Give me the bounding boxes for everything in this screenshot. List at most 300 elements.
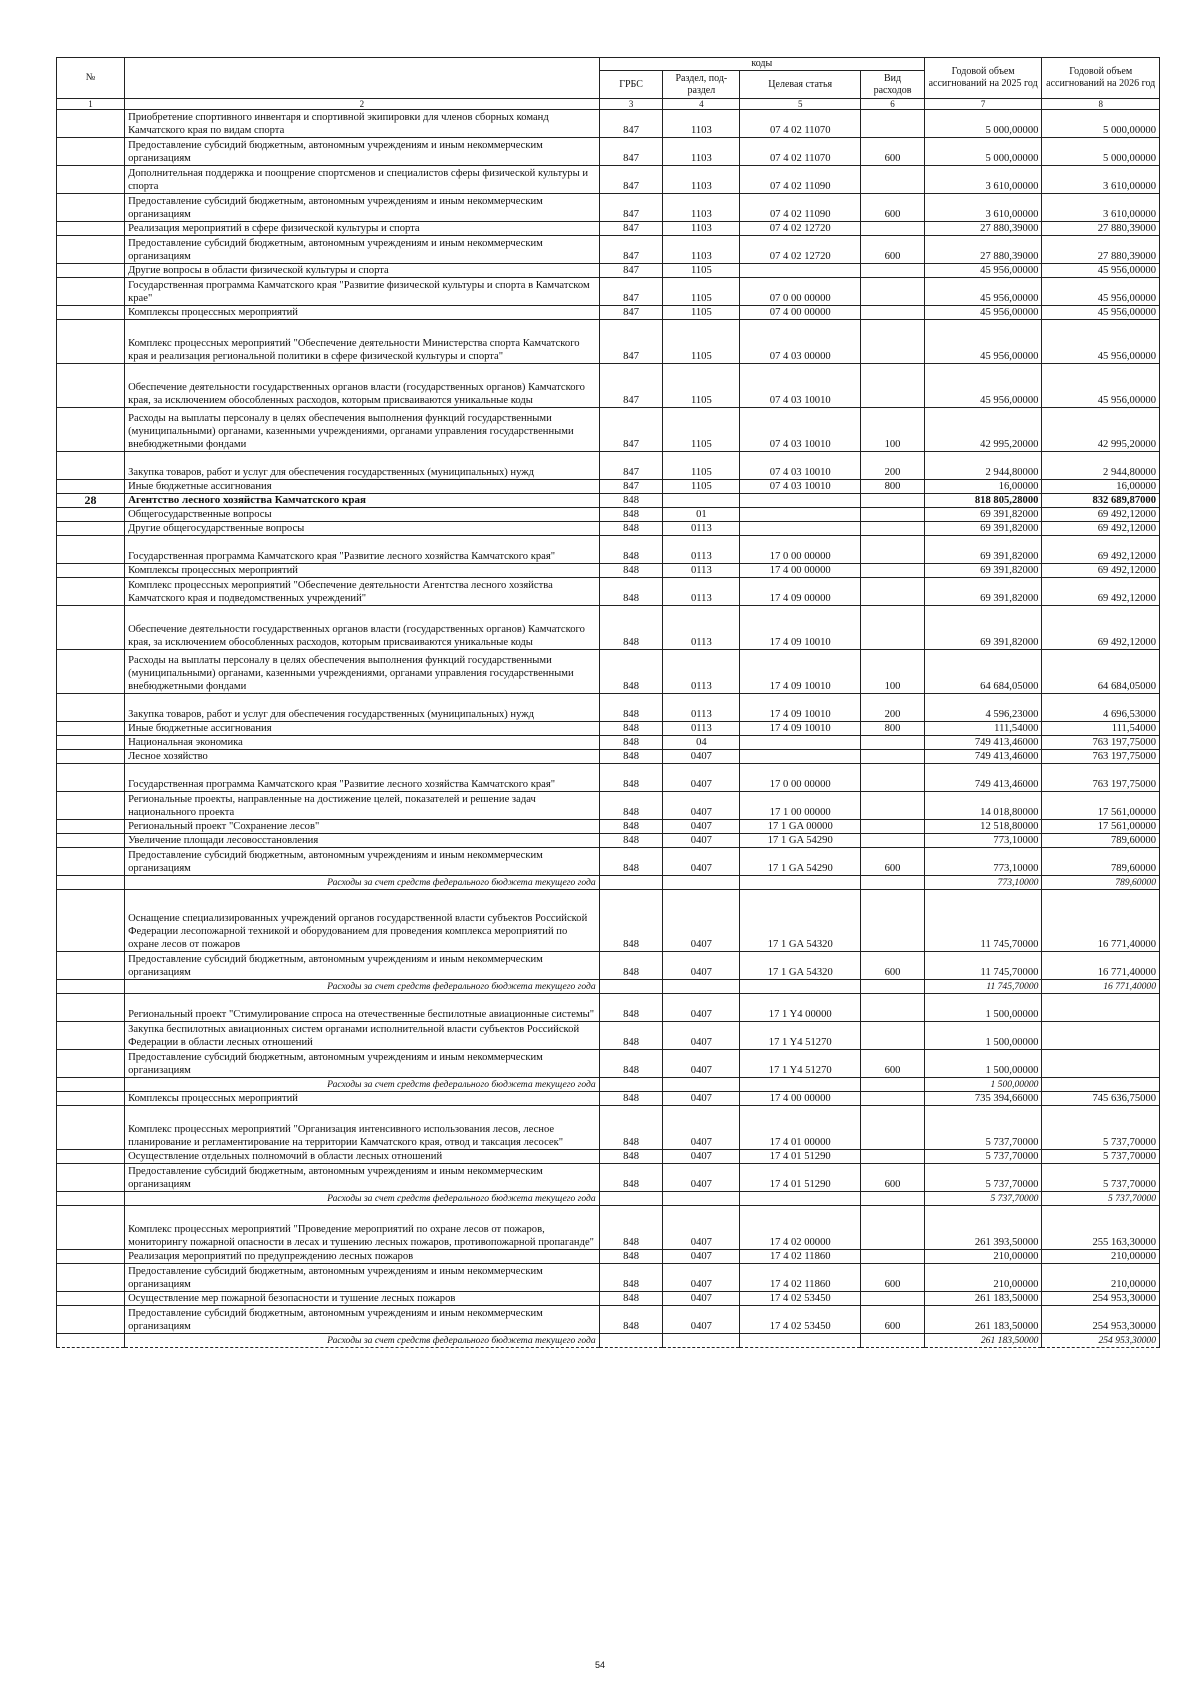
row-expense-kind [861, 994, 925, 1022]
federal-budget-row [57, 1334, 1160, 1348]
row-volume-2026: 763 197,75000 [1042, 736, 1160, 750]
row-number [57, 536, 125, 564]
row-volume-2025: 3 610,00000 [924, 194, 1042, 222]
row-number [57, 834, 125, 848]
row-section: 0407 [663, 1164, 740, 1192]
row-expense-kind [861, 890, 925, 952]
row-grbs: 847 [599, 138, 663, 166]
row-volume-2025: 5 737,70000 [924, 1192, 1042, 1206]
row-section: 0407 [663, 952, 740, 980]
row-target-article: 07 0 00 00000 [740, 278, 861, 306]
row-volume-2026: 69 492,12000 [1042, 522, 1160, 536]
row-volume-2025: 45 956,00000 [924, 264, 1042, 278]
row-expense-kind: 600 [861, 236, 925, 264]
row-grbs: 848 [599, 564, 663, 578]
row-volume-2025: 27 880,39000 [924, 222, 1042, 236]
row-number [57, 736, 125, 750]
row-volume-2025: 5 737,70000 [924, 1150, 1042, 1164]
row-number [57, 1292, 125, 1306]
row-volume-2025: 16,00000 [924, 480, 1042, 494]
row-volume-2026: 69 492,12000 [1042, 564, 1160, 578]
row-target-article: 17 0 00 00000 [740, 764, 861, 792]
row-grbs: 848 [599, 792, 663, 820]
row-expense-kind: 600 [861, 1050, 925, 1078]
row-name: Комплексы процессных мероприятий [125, 306, 600, 320]
row-number [57, 508, 125, 522]
row-target-article [740, 264, 861, 278]
row-grbs: 847 [599, 278, 663, 306]
row-section: 0407 [663, 1106, 740, 1150]
row-section: 0407 [663, 1306, 740, 1334]
table-row [57, 764, 1160, 792]
row-volume-2026 [1042, 1050, 1160, 1078]
table-row [57, 820, 1160, 834]
table-row [57, 522, 1160, 536]
row-grbs: 848 [599, 650, 663, 694]
row-target-article: 17 4 02 53450 [740, 1292, 861, 1306]
row-grbs: 848 [599, 1106, 663, 1150]
row-volume-2025: 261 183,50000 [924, 1334, 1042, 1348]
row-volume-2026: 27 880,39000 [1042, 222, 1160, 236]
row-name: Государственная программа Камчатского края "Развитие лесного хозяйства Камчатского края" [125, 536, 600, 564]
row-grbs: 848 [599, 722, 663, 736]
row-volume-2026: 255 163,30000 [1042, 1206, 1160, 1250]
table-row [57, 508, 1160, 522]
row-expense-kind [861, 1092, 925, 1106]
row-expense-kind [861, 1292, 925, 1306]
table-row [57, 606, 1160, 650]
row-name: Предоставление субсидий бюджетным, автономным учреждениям и иным некоммерческим организациям [125, 1164, 600, 1192]
row-grbs: 847 [599, 222, 663, 236]
row-volume-2025: 11 745,70000 [924, 952, 1042, 980]
row-volume-2025: 5 737,70000 [924, 1164, 1042, 1192]
row-target-article: 07 4 02 11090 [740, 194, 861, 222]
row-number [57, 1306, 125, 1334]
row-section: 0407 [663, 1022, 740, 1050]
row-target-article: 07 4 03 10010 [740, 452, 861, 480]
row-target-article: 17 0 00 00000 [740, 536, 861, 564]
row-volume-2026 [1042, 1022, 1160, 1050]
row-section [663, 1192, 740, 1206]
table-row [57, 1264, 1160, 1292]
row-grbs: 848 [599, 606, 663, 650]
table-row [57, 1164, 1160, 1192]
row-name: Предоставление субсидий бюджетным, автономным учреждениям и иным некоммерческим организациям [125, 1306, 600, 1334]
row-volume-2025: 1 500,00000 [924, 1078, 1042, 1092]
row-expense-kind [861, 306, 925, 320]
row-number [57, 564, 125, 578]
row-volume-2026: 69 492,12000 [1042, 578, 1160, 606]
row-grbs: 848 [599, 508, 663, 522]
row-grbs: 848 [599, 1164, 663, 1192]
row-expense-kind: 600 [861, 1306, 925, 1334]
row-expense-kind [861, 320, 925, 364]
table-row [57, 1022, 1160, 1050]
row-number [57, 278, 125, 306]
row-number [57, 166, 125, 194]
row-number [57, 578, 125, 606]
budget-table-sheet [56, 57, 1160, 1348]
row-section: 0407 [663, 750, 740, 764]
row-name: Осуществление мер пожарной безопасности и тушение лесных пожаров [125, 1292, 600, 1306]
page-number: 54 [594, 1660, 605, 1670]
row-section: 1105 [663, 480, 740, 494]
row-name: Иные бюджетные ассигнования [125, 480, 600, 494]
row-section: 0407 [663, 1250, 740, 1264]
col-header-vol-2025: Годовой объем ассигнований на 2025 год [924, 58, 1042, 99]
row-grbs: 848 [599, 834, 663, 848]
row-number [57, 1206, 125, 1250]
row-volume-2026: 17 561,00000 [1042, 820, 1160, 834]
row-name: Комплекс процессных мероприятий "Организация интенсивного использования лесов, лесное планирование и регламентирование на территории Камчатского края, отвод и таксация лесосек" [125, 1106, 600, 1150]
row-target-article: 17 4 09 10010 [740, 650, 861, 694]
row-number [57, 1250, 125, 1264]
row-grbs [599, 876, 663, 890]
row-volume-2026: 69 492,12000 [1042, 606, 1160, 650]
row-target-article: 17 4 01 00000 [740, 1106, 861, 1150]
row-expense-kind: 200 [861, 694, 925, 722]
row-expense-kind [861, 1206, 925, 1250]
col-header-target: Целевая статья [740, 71, 861, 99]
row-grbs [599, 1078, 663, 1092]
col-number: 5 [740, 99, 861, 110]
row-expense-kind [861, 264, 925, 278]
row-target-article [740, 736, 861, 750]
row-expense-kind [861, 508, 925, 522]
row-number [57, 980, 125, 994]
row-name: Комплексы процессных мероприятий [125, 1092, 600, 1106]
row-volume-2025: 5 737,70000 [924, 1106, 1042, 1150]
row-number [57, 650, 125, 694]
row-volume-2026 [1042, 994, 1160, 1022]
table-row [57, 166, 1160, 194]
row-volume-2025: 69 391,82000 [924, 536, 1042, 564]
row-volume-2026: 5 737,70000 [1042, 1150, 1160, 1164]
row-volume-2026: 42 995,20000 [1042, 408, 1160, 452]
row-expense-kind [861, 110, 925, 138]
row-target-article [740, 1078, 861, 1092]
row-name: Расходы на выплаты персоналу в целях обеспечения выполнения функций государственными (муниципальными) органами, казенными учреждениями, органами управления государственными внебюджетными фондами [125, 408, 600, 452]
row-volume-2025: 69 391,82000 [924, 564, 1042, 578]
row-grbs: 847 [599, 306, 663, 320]
row-target-article: 07 4 03 00000 [740, 320, 861, 364]
row-target-article [740, 1334, 861, 1348]
row-volume-2025: 1 500,00000 [924, 1050, 1042, 1078]
row-name: Расходы за счет средств федерального бюджета текущего года [125, 876, 600, 890]
row-section: 0113 [663, 536, 740, 564]
row-volume-2025: 14 018,80000 [924, 792, 1042, 820]
row-name: Предоставление субсидий бюджетным, автономным учреждениям и иным некоммерческим организациям [125, 236, 600, 264]
row-section: 1105 [663, 364, 740, 408]
row-name: Комплексы процессных мероприятий [125, 564, 600, 578]
federal-budget-row [57, 876, 1160, 890]
row-target-article: 17 1 GA 54320 [740, 952, 861, 980]
row-expense-kind [861, 1078, 925, 1092]
row-volume-2025: 773,10000 [924, 834, 1042, 848]
row-grbs: 848 [599, 522, 663, 536]
row-number [57, 1092, 125, 1106]
table-row [57, 1306, 1160, 1334]
row-grbs: 848 [599, 1092, 663, 1106]
table-row [57, 952, 1160, 980]
table-row [57, 1250, 1160, 1264]
row-name: Расходы за счет средств федерального бюджета текущего года [125, 1192, 600, 1206]
row-grbs: 848 [599, 848, 663, 876]
table-row [57, 1050, 1160, 1078]
table-row [57, 222, 1160, 236]
row-expense-kind [861, 1022, 925, 1050]
row-volume-2026: 745 636,75000 [1042, 1092, 1160, 1106]
col-header-grbs: ГРБС [599, 71, 663, 99]
row-volume-2025: 111,54000 [924, 722, 1042, 736]
row-number [57, 1150, 125, 1164]
row-target-article: 17 1 Y4 00000 [740, 994, 861, 1022]
row-volume-2026: 3 610,00000 [1042, 166, 1160, 194]
row-number [57, 876, 125, 890]
table-row [57, 792, 1160, 820]
row-name: Другие вопросы в области физической культуры и спорта [125, 264, 600, 278]
row-target-article: 17 1 GA 54290 [740, 848, 861, 876]
table-row [57, 650, 1160, 694]
row-name: Предоставление субсидий бюджетным, автономным учреждениям и иным некоммерческим организациям [125, 848, 600, 876]
row-volume-2026: 5 737,70000 [1042, 1164, 1160, 1192]
row-target-article [740, 494, 861, 508]
row-expense-kind: 600 [861, 1264, 925, 1292]
row-number [57, 480, 125, 494]
row-volume-2026: 45 956,00000 [1042, 364, 1160, 408]
col-header-vol-2026: Годовой объем ассигнований на 2026 год [1042, 58, 1160, 99]
row-grbs: 848 [599, 890, 663, 952]
row-section: 0407 [663, 994, 740, 1022]
row-target-article: 07 4 03 10010 [740, 364, 861, 408]
row-target-article: 17 1 GA 54290 [740, 834, 861, 848]
row-grbs: 848 [599, 952, 663, 980]
row-grbs: 848 [599, 1150, 663, 1164]
row-name: Расходы за счет средств федерального бюджета текущего года [125, 980, 600, 994]
row-volume-2026: 69 492,12000 [1042, 536, 1160, 564]
row-number [57, 1164, 125, 1192]
row-grbs: 847 [599, 480, 663, 494]
row-target-article: 17 1 00 00000 [740, 792, 861, 820]
col-header-kind: Вид расходов [861, 71, 925, 99]
row-number [57, 848, 125, 876]
row-section: 0407 [663, 792, 740, 820]
row-grbs: 848 [599, 1206, 663, 1250]
row-name: Государственная программа Камчатского края "Развитие физической культуры и спорта в Камчатском крае" [125, 278, 600, 306]
row-grbs: 847 [599, 452, 663, 480]
row-volume-2025: 773,10000 [924, 876, 1042, 890]
row-target-article: 17 4 00 00000 [740, 1092, 861, 1106]
row-volume-2025: 749 413,46000 [924, 764, 1042, 792]
table-row [57, 1206, 1160, 1250]
col-header-no: № [57, 58, 125, 99]
row-name: Государственная программа Камчатского края "Развитие лесного хозяйства Камчатского края" [125, 764, 600, 792]
row-grbs: 848 [599, 764, 663, 792]
row-expense-kind [861, 834, 925, 848]
row-volume-2026: 45 956,00000 [1042, 264, 1160, 278]
col-header-codes: коды [599, 58, 924, 71]
row-grbs: 848 [599, 994, 663, 1022]
row-grbs: 848 [599, 1050, 663, 1078]
row-expense-kind [861, 750, 925, 764]
table-row [57, 138, 1160, 166]
row-expense-kind [861, 980, 925, 994]
row-grbs [599, 1334, 663, 1348]
row-expense-kind [861, 764, 925, 792]
row-volume-2025: 749 413,46000 [924, 750, 1042, 764]
row-target-article: 17 1 GA 54320 [740, 890, 861, 952]
row-volume-2026: 45 956,00000 [1042, 278, 1160, 306]
row-target-article: 17 1 GA 00000 [740, 820, 861, 834]
col-header-name [125, 58, 600, 99]
row-name: Расходы за счет средств федерального бюджета текущего года [125, 1078, 600, 1092]
table-row [57, 494, 1160, 508]
row-expense-kind [861, 222, 925, 236]
row-volume-2025: 210,00000 [924, 1250, 1042, 1264]
row-number [57, 820, 125, 834]
row-volume-2025: 210,00000 [924, 1264, 1042, 1292]
row-target-article [740, 1192, 861, 1206]
row-name: Оснащение специализированных учреждений органов государственной власти субъектов Российской Федерации лесопожарной техникой и оборудованием для проведения комплекса мероприятий по охране лесов от пожаров [125, 890, 600, 952]
table-row [57, 750, 1160, 764]
row-volume-2025: 69 391,82000 [924, 508, 1042, 522]
table-row [57, 264, 1160, 278]
row-volume-2026: 789,60000 [1042, 848, 1160, 876]
table-row [57, 1092, 1160, 1106]
row-expense-kind [861, 792, 925, 820]
col-number: 6 [861, 99, 925, 110]
row-name: Комплекс процессных мероприятий "Обеспечение деятельности Министерства спорта Камчатского края и реализация региональной политики в сфере физической культуры и спорта" [125, 320, 600, 364]
row-number: 28 [57, 494, 125, 508]
row-number [57, 1334, 125, 1348]
row-grbs: 848 [599, 1264, 663, 1292]
row-section: 0113 [663, 722, 740, 736]
col-number: 2 [125, 99, 600, 110]
row-number [57, 364, 125, 408]
table-row [57, 834, 1160, 848]
row-expense-kind [861, 876, 925, 890]
row-target-article: 07 4 00 00000 [740, 306, 861, 320]
row-volume-2026: 27 880,39000 [1042, 236, 1160, 264]
col-number: 7 [924, 99, 1042, 110]
row-number [57, 792, 125, 820]
row-section: 0113 [663, 650, 740, 694]
row-target-article: 17 4 09 10010 [740, 722, 861, 736]
row-grbs: 848 [599, 1022, 663, 1050]
row-grbs: 848 [599, 1292, 663, 1306]
row-target-article: 17 4 00 00000 [740, 564, 861, 578]
row-section: 0113 [663, 606, 740, 650]
row-section: 0407 [663, 1292, 740, 1306]
row-number [57, 408, 125, 452]
row-section: 1105 [663, 278, 740, 306]
row-name: Увеличение площади лесовосстановления [125, 834, 600, 848]
row-number [57, 1106, 125, 1150]
row-volume-2026: 254 953,30000 [1042, 1292, 1160, 1306]
row-name: Национальная экономика [125, 736, 600, 750]
row-name: Расходы на выплаты персоналу в целях обеспечения выполнения функций государственными (муниципальными) органами, казенными учреждениями, органами управления государственными внебюджетными фондами [125, 650, 600, 694]
row-target-article [740, 876, 861, 890]
row-number [57, 306, 125, 320]
table-row [57, 722, 1160, 736]
row-name: Обеспечение деятельности государственных органов власти (государственных органов) Камчатского края, за исключением обособленных расходов, которым присваиваются уникальные коды [125, 606, 600, 650]
row-name: Предоставление субсидий бюджетным, автономным учреждениям и иным некоммерческим организациям [125, 1264, 600, 1292]
col-header-section: Раздел, под-раздел [663, 71, 740, 99]
row-grbs: 848 [599, 820, 663, 834]
row-section: 0113 [663, 522, 740, 536]
row-grbs: 847 [599, 264, 663, 278]
row-grbs: 848 [599, 694, 663, 722]
row-name: Предоставление субсидий бюджетным, автономным учреждениям и иным некоммерческим организациям [125, 194, 600, 222]
row-volume-2026: 16 771,40000 [1042, 980, 1160, 994]
row-section: 1103 [663, 110, 740, 138]
row-name: Реализация мероприятий в сфере физической культуры и спорта [125, 222, 600, 236]
table-row [57, 306, 1160, 320]
row-section: 0113 [663, 578, 740, 606]
row-section: 01 [663, 508, 740, 522]
row-grbs: 847 [599, 364, 663, 408]
row-expense-kind [861, 1150, 925, 1164]
row-number [57, 750, 125, 764]
row-volume-2025: 45 956,00000 [924, 364, 1042, 408]
row-volume-2026: 5 737,70000 [1042, 1192, 1160, 1206]
row-grbs: 848 [599, 750, 663, 764]
row-volume-2025: 27 880,39000 [924, 236, 1042, 264]
row-name: Расходы за счет средств федерального бюджета текущего года [125, 1334, 600, 1348]
table-row [57, 890, 1160, 952]
table-row [57, 408, 1160, 452]
row-name: Предоставление субсидий бюджетным, автономным учреждениям и иным некоммерческим организациям [125, 1050, 600, 1078]
row-section: 1103 [663, 222, 740, 236]
row-section: 0407 [663, 1050, 740, 1078]
row-target-article [740, 508, 861, 522]
row-expense-kind: 600 [861, 138, 925, 166]
table-row [57, 994, 1160, 1022]
row-grbs: 848 [599, 1306, 663, 1334]
row-expense-kind [861, 1334, 925, 1348]
row-target-article [740, 980, 861, 994]
row-number [57, 522, 125, 536]
row-grbs: 847 [599, 110, 663, 138]
row-target-article: 17 4 02 11860 [740, 1264, 861, 1292]
row-grbs: 847 [599, 194, 663, 222]
row-target-article: 17 4 02 00000 [740, 1206, 861, 1250]
row-name: Лесное хозяйство [125, 750, 600, 764]
row-target-article: 07 4 02 12720 [740, 222, 861, 236]
row-section: 0113 [663, 564, 740, 578]
row-number [57, 236, 125, 264]
row-section: 1105 [663, 306, 740, 320]
federal-budget-row [57, 980, 1160, 994]
col-number: 4 [663, 99, 740, 110]
row-volume-2026 [1042, 1078, 1160, 1092]
row-target-article: 17 4 01 51290 [740, 1164, 861, 1192]
row-section: 0407 [663, 1206, 740, 1250]
row-expense-kind: 200 [861, 452, 925, 480]
table-row [57, 236, 1160, 264]
table-body [57, 110, 1160, 1348]
row-grbs: 847 [599, 320, 663, 364]
row-target-article: 07 4 02 11070 [740, 110, 861, 138]
row-number [57, 994, 125, 1022]
row-number [57, 194, 125, 222]
row-number [57, 320, 125, 364]
row-section: 1105 [663, 264, 740, 278]
table-row [57, 736, 1160, 750]
table-row [57, 1106, 1160, 1150]
row-grbs: 847 [599, 408, 663, 452]
row-expense-kind [861, 820, 925, 834]
